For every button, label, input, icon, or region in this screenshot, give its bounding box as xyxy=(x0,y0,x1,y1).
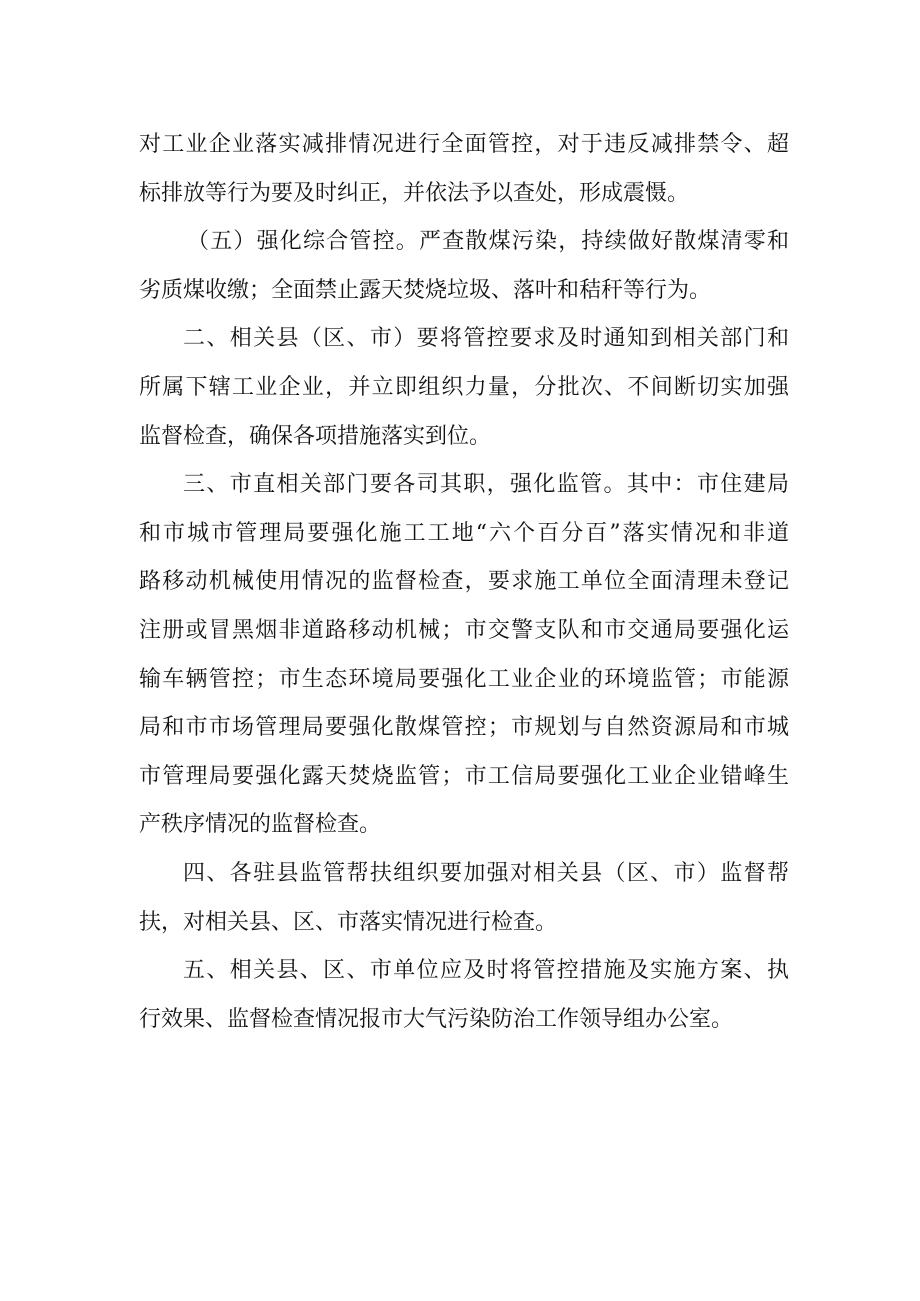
text-line: 和市城市管理局要强化施工工地“六个百分百”落实情况和非道 xyxy=(139,520,789,546)
text-line: 输车辆管控；市生态环境局要强化工业企业的环境监管；市能源 xyxy=(139,666,789,692)
text-line: 行效果、监督检查情况报市大气污染防治工作领导组办公室。 xyxy=(139,1006,734,1032)
text-line: 二、相关县（区、市）要将管控要求及时通知到相关部门和 xyxy=(183,326,789,352)
paragraph-item-5 xyxy=(139,218,789,315)
text-line: 监督检查，确保各项措施落实到位。 xyxy=(139,423,492,449)
text-line: 标排放等行为要及时纠正，并依法予以查处，形成震慑。 xyxy=(139,180,690,206)
text-line: 对工业企业落实减排情况进行全面管控，对于违反减排禁令、超 xyxy=(139,132,789,157)
text-line: 局和市市场管理局要强化散煤管控；市规划与自然资源局和市城 xyxy=(139,715,789,741)
text-line: 四、各驻县监管帮扶组织要加强对相关县（区、市）监督帮 xyxy=(183,860,789,886)
document-body xyxy=(139,121,789,1044)
text-line: 扶，对相关县、区、市落实情况进行检查。 xyxy=(139,909,558,935)
paragraph-section-3 xyxy=(139,461,789,850)
text-line: 三、市直相关部门要各司其职，强化监管。其中：市住建局 xyxy=(183,472,789,498)
paragraph-section-2 xyxy=(139,315,789,461)
text-line: 劣质煤收缴；全面禁止露天焚烧垃圾、落叶和秸秆等行为。 xyxy=(139,277,712,303)
text-line: 市管理局要强化露天焚烧监管；市工信局要强化工业企业错峰生 xyxy=(139,763,789,789)
text-line: （五）强化综合管控。严查散煤污染，持续做好散煤清零和 xyxy=(187,229,789,255)
text-line: 注册或冒黑烟非道路移动机械；市交警支队和市交通局要强化运 xyxy=(139,617,789,643)
paragraph-section-4 xyxy=(139,850,789,947)
paragraph-continued xyxy=(139,121,789,218)
text-line: 路移动机械使用情况的监督检查，要求施工单位全面清理未登记 xyxy=(139,569,789,595)
text-line: 所属下辖工业企业，并立即组织力量，分批次、不间断切实加强 xyxy=(139,374,789,400)
text-line: 产秩序情况的监督检查。 xyxy=(139,812,382,838)
paragraph-section-5 xyxy=(139,947,789,1044)
text-line: 五、相关县、区、市单位应及时将管控措施及实施方案、执 xyxy=(183,958,789,984)
